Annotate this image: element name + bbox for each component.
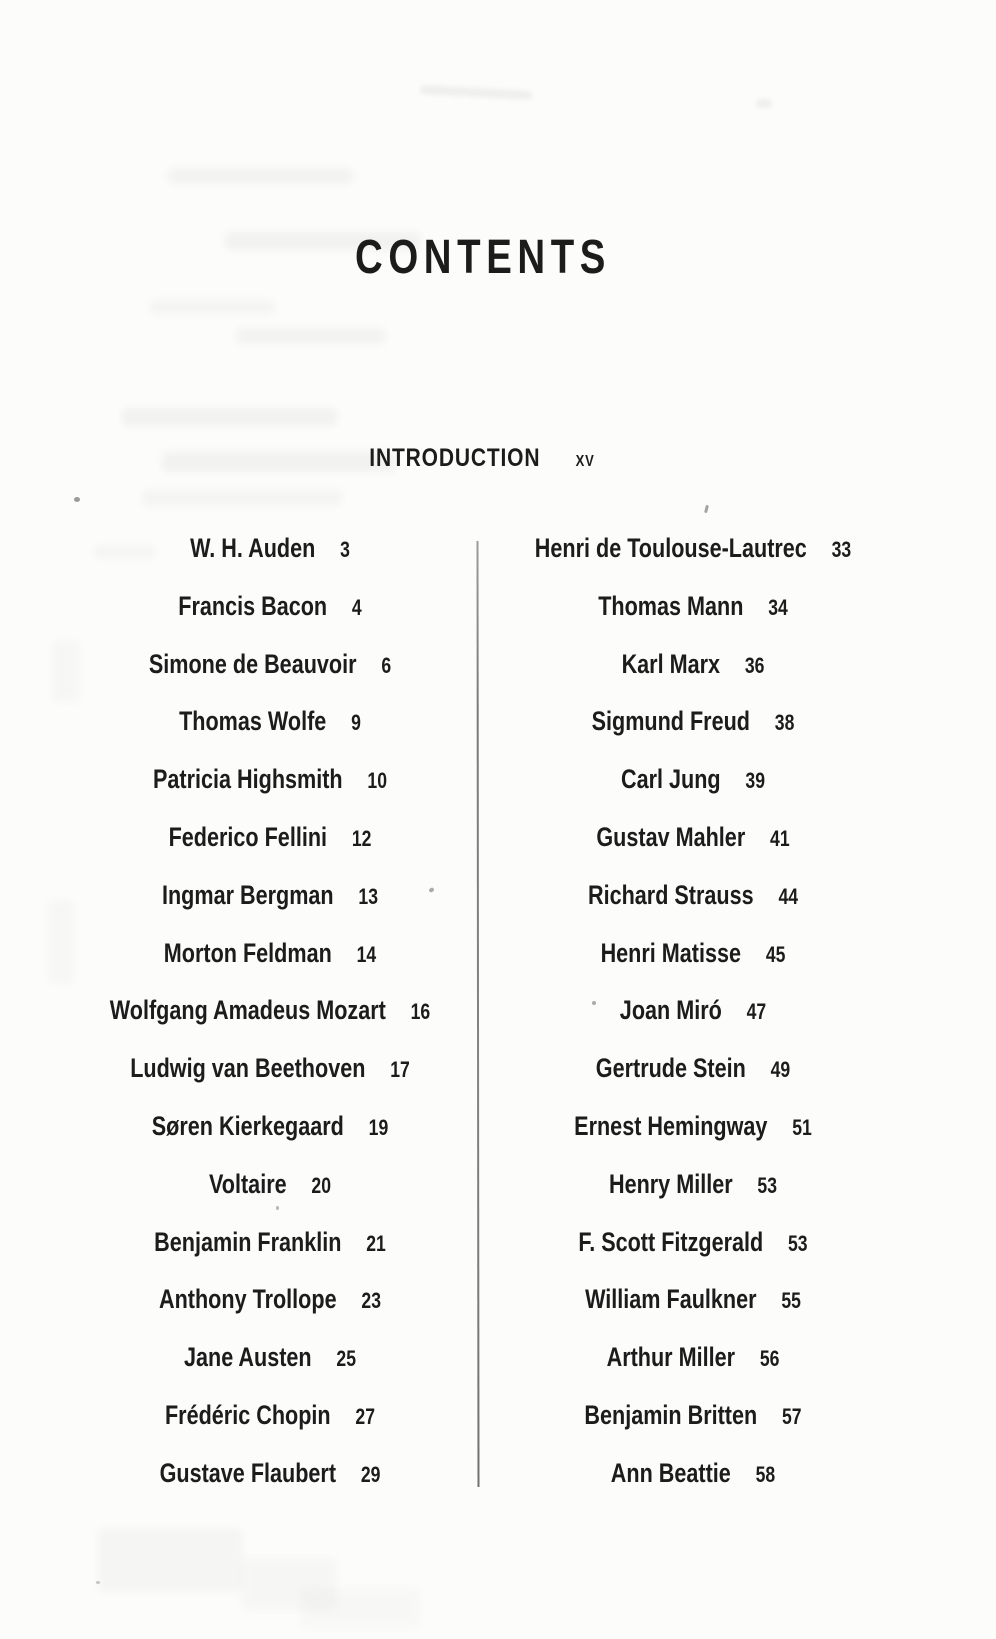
toc-entry: [86, 867, 454, 925]
toc-column-left: [40, 520, 500, 1503]
toc-entry-page-number: 6: [381, 652, 392, 678]
toc-entry-name: Morton Feldman: [163, 937, 332, 968]
toc-entry-name: Ludwig van Beethoven: [130, 1053, 366, 1084]
toc-entry-page-number: 27: [355, 1403, 375, 1429]
toc-entry-name: Ann Beattie: [610, 1457, 731, 1488]
toc-entry-page-number: 12: [351, 825, 372, 851]
toc-entry-page-number: 3: [340, 537, 350, 562]
toc-entry: [509, 636, 877, 694]
toc-entry: [86, 693, 454, 751]
toc-entry-page-number: 36: [744, 652, 765, 678]
toc-entry-name: Francis Bacon: [178, 590, 328, 621]
toc-entry-name: Arthur Miller: [606, 1342, 736, 1373]
toc-entry-name: Thomas Mann: [598, 590, 744, 621]
toc-entry-page-number: 41: [770, 825, 790, 851]
toc-entry-page-number: 23: [361, 1288, 381, 1314]
bleed-through-smudge: [236, 328, 386, 344]
bleed-through-smudge: [420, 85, 532, 100]
toc-entry-name: Joan Miró: [619, 995, 722, 1026]
toc-entry: [86, 1271, 454, 1329]
toc-entry-page-number: 16: [410, 999, 431, 1025]
toc-entry-page-number: 14: [356, 941, 377, 967]
toc-entry-page-number: 55: [781, 1288, 801, 1314]
toc-entry-page-number: 38: [774, 710, 795, 736]
toc-entry-page-number: 10: [367, 768, 388, 794]
toc-entry: [86, 1387, 454, 1445]
toc-entry-name: Karl Marx: [621, 648, 721, 679]
scan-speck: [96, 1581, 100, 1584]
bleed-through-smudge: [98, 1528, 243, 1592]
toc-entry-name: Thomas Wolfe: [179, 706, 327, 737]
toc-entry: [509, 1156, 877, 1214]
toc-entry-name: Gertrude Stein: [595, 1053, 746, 1084]
toc-entry: [509, 1214, 877, 1272]
toc-entry: [509, 693, 877, 751]
toc-entry-page-number: 17: [390, 1057, 410, 1083]
toc-entry-page-number: 47: [746, 999, 767, 1025]
toc-entry-page-number: 4: [351, 594, 362, 620]
toc-entry: [86, 751, 454, 809]
toc-entry: [509, 520, 877, 578]
page-title: CONTENTS: [355, 231, 611, 284]
toc-entry-name: Ingmar Bergman: [161, 879, 334, 910]
toc-entry: [86, 1098, 454, 1156]
toc-entry-page-number: 19: [368, 1114, 389, 1140]
toc-entry-page-number: 25: [336, 1346, 357, 1372]
toc-entry-name: Patricia Highsmith: [152, 764, 343, 795]
toc-entry: [86, 1214, 454, 1272]
toc-entry-page-number: 29: [360, 1461, 381, 1487]
toc-entry-page-number: 45: [765, 941, 786, 967]
toc-entry: [86, 1329, 454, 1387]
toc-entry-page-number: 39: [745, 768, 765, 794]
toc-entry-page-number: 20: [311, 1172, 331, 1198]
toc-entry-page-number: 51: [792, 1114, 812, 1140]
toc-entry: [509, 578, 877, 636]
toc-entry-name: Gustave Flaubert: [159, 1457, 337, 1488]
toc-column-right: [463, 520, 923, 1503]
toc-entry: [86, 520, 454, 578]
toc-entry-page-number: 57: [782, 1403, 802, 1429]
toc-entry-name: Federico Fellini: [168, 821, 328, 852]
toc-entry-page-number: 49: [770, 1057, 791, 1083]
toc-entry-name: W. H. Auden: [190, 533, 316, 563]
toc-entry-page-number: 58: [755, 1461, 776, 1487]
toc-entry-name: Richard Strauss: [587, 879, 754, 910]
toc-entry-name: Voltaire: [208, 1168, 287, 1199]
toc-entry: [509, 1098, 877, 1156]
toc-entry: [86, 1040, 454, 1098]
introduction-entry: [77, 446, 887, 471]
toc-entry: [509, 751, 877, 809]
toc-entry-name: F. Scott Fitzgerald: [578, 1226, 764, 1257]
toc-entry: [86, 636, 454, 694]
toc-entry-page-number: 34: [768, 594, 788, 620]
toc-entry-name: Henri de Toulouse-Lautrec: [534, 533, 807, 563]
toc-entry-page-number: 21: [366, 1230, 386, 1256]
toc-entry: [86, 925, 454, 983]
toc-entry-page-number: 13: [358, 883, 379, 909]
bleed-through-smudge: [242, 1558, 337, 1610]
toc-entry-name: Gustav Mahler: [596, 821, 746, 852]
toc-entry: [86, 982, 454, 1040]
scan-speck: [74, 497, 80, 502]
bleed-through-smudge: [150, 300, 275, 314]
toc-entry: [86, 809, 454, 867]
toc-entry-name: Wolfgang Amadeus Mozart: [109, 995, 386, 1026]
toc-entry-name: Sigmund Freud: [591, 706, 750, 737]
toc-entry: [509, 1271, 877, 1329]
toc-entry-name: William Faulkner: [585, 1284, 757, 1315]
bleed-through-smudge: [756, 99, 772, 108]
toc-entry: [509, 1387, 877, 1445]
toc-entry-page-number: 53: [757, 1172, 778, 1198]
toc-entry-name: Anthony Trollope: [159, 1284, 337, 1315]
toc-entry-name: Benjamin Britten: [584, 1399, 758, 1430]
toc-entry: [86, 578, 454, 636]
bleed-through-smudge: [122, 408, 337, 426]
toc-entry-name: Henry Miller: [608, 1168, 733, 1199]
toc-entry-name: Simone de Beauvoir: [148, 648, 357, 679]
toc-entry: [86, 1156, 454, 1214]
toc-entry-name: Carl Jung: [620, 764, 721, 795]
bleed-through-smudge: [168, 168, 353, 184]
toc-entry-page-number: 56: [759, 1346, 780, 1372]
toc-entry: [509, 809, 877, 867]
toc-entry: [509, 867, 877, 925]
toc-entry-name: Jane Austen: [183, 1342, 312, 1373]
toc-entry: [86, 1445, 454, 1503]
toc-entry: [509, 1445, 877, 1503]
toc-entry-page-number: 53: [788, 1230, 808, 1256]
introduction-label: INTRODUCTION: [369, 444, 541, 472]
toc-entry: [509, 1040, 877, 1098]
toc-entry-name: Søren Kierkegaard: [151, 1110, 344, 1141]
toc-entry: [509, 1329, 877, 1387]
toc-entry-name: Benjamin Franklin: [154, 1226, 342, 1257]
toc-entry-name: Ernest Hemingway: [574, 1110, 768, 1141]
scan-speck: [704, 505, 709, 513]
bleed-through-smudge: [142, 490, 342, 506]
toc-entry-page-number: 44: [778, 883, 799, 909]
bleed-through-smudge: [300, 1588, 420, 1628]
toc-entry-page-number: 33: [831, 537, 852, 562]
introduction-page-number: XV: [575, 453, 595, 470]
toc-entry-name: Frédéric Chopin: [164, 1399, 331, 1430]
toc-entry: [509, 925, 877, 983]
toc-entry: [509, 982, 877, 1040]
toc-entry-page-number: 9: [351, 710, 361, 736]
toc-entry-name: Henri Matisse: [600, 937, 742, 968]
